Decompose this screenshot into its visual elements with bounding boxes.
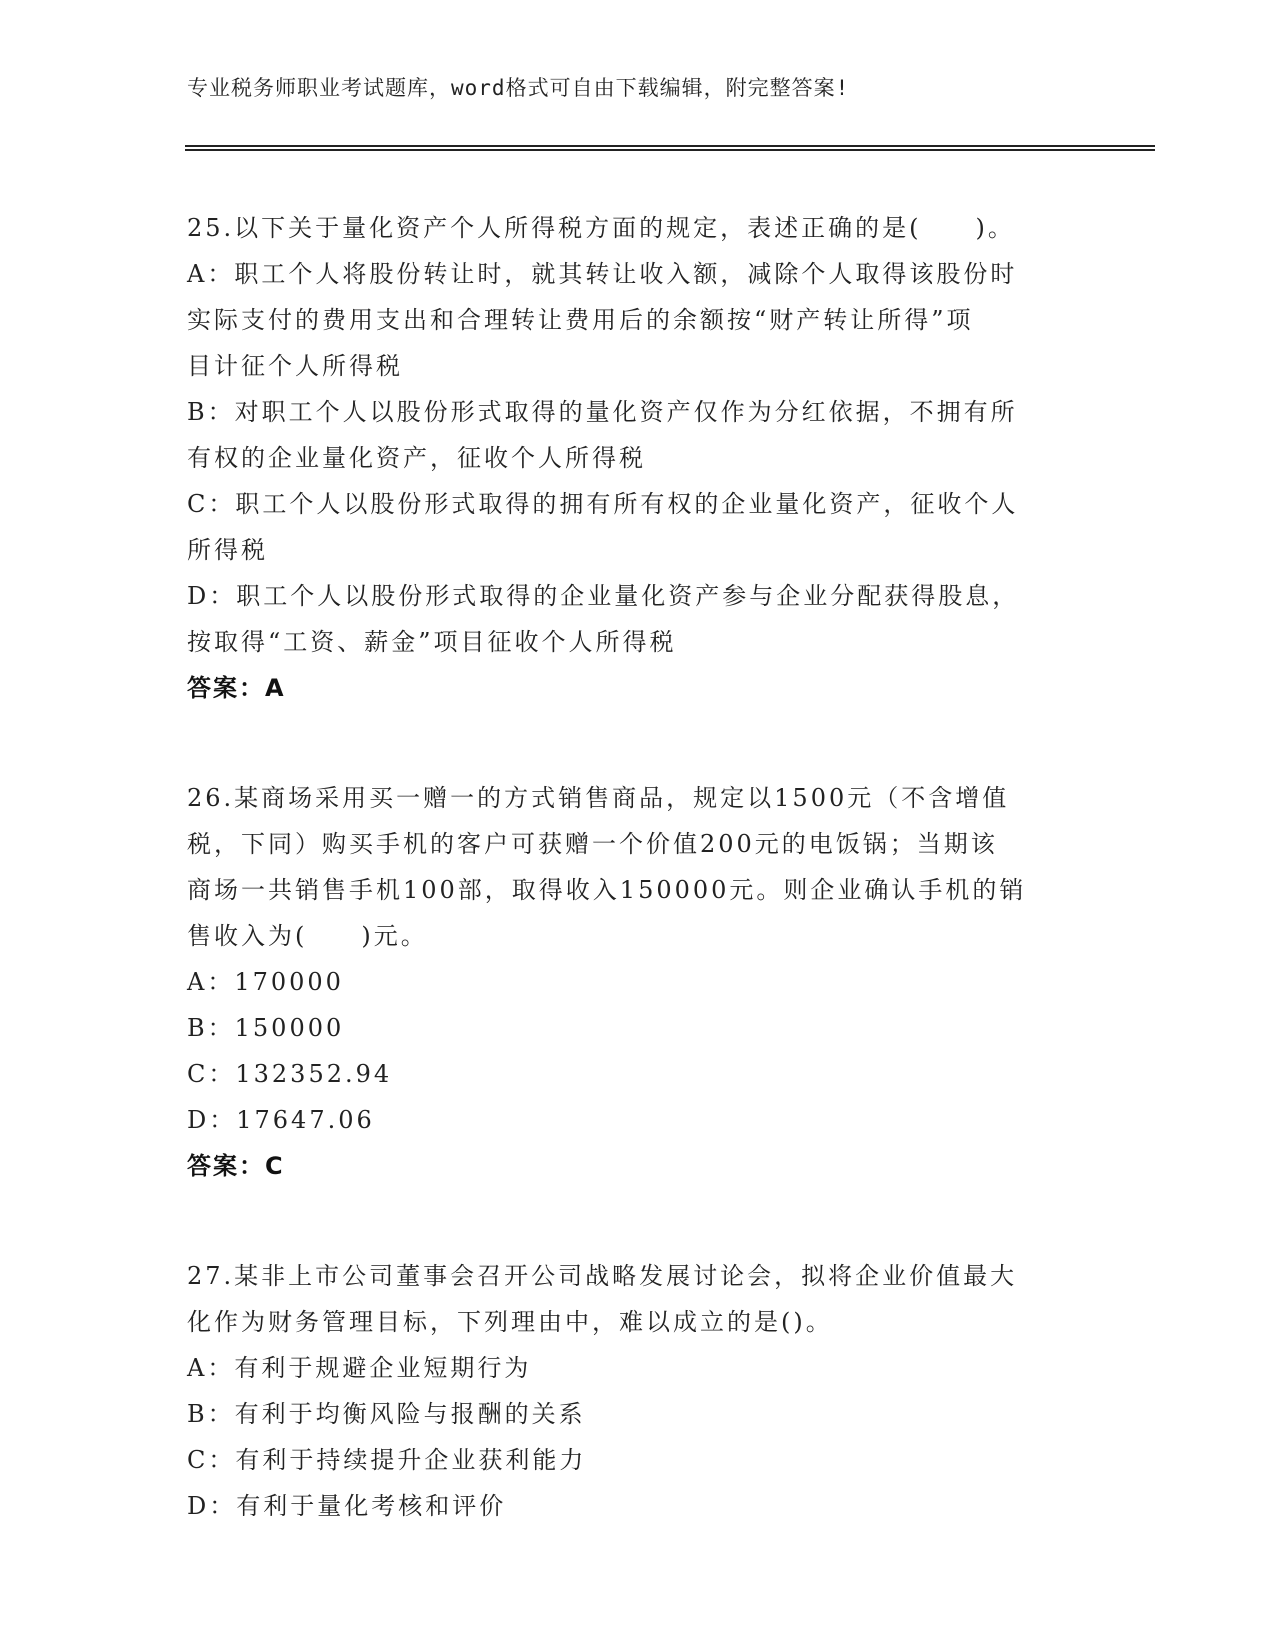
option-a-line: A：170000 (187, 968, 344, 996)
answer-label: 答案：A (187, 674, 286, 702)
question-stem: 27.某非上市公司董事会召开公司战略发展讨论会，拟将企业价值最大 (187, 1262, 1018, 1290)
option-b-line: B：有利于均衡风险与报酬的关系 (187, 1400, 586, 1428)
option-d-line: D：有利于量化考核和评价 (187, 1492, 507, 1520)
answer-label: 答案：C (187, 1152, 285, 1180)
option-c-line: 所得税 (187, 536, 268, 564)
option-a-line: 实际支付的费用支出和合理转让费用后的余额按“财产转让所得”项 (187, 306, 974, 334)
question-26 (187, 775, 1067, 1189)
option-d-line: D：职工个人以股份形式取得的企业量化资产参与企业分配获得股息， (187, 582, 1020, 610)
option-a-line: A：职工个人将股份转让时，就其转让收入额，减除个人取得该股份时 (187, 260, 1018, 288)
option-b-line: 有权的企业量化资产，征收个人所得税 (187, 444, 646, 472)
option-b-line: B：对职工个人以股份形式取得的量化资产仅作为分红依据，不拥有所 (187, 398, 1018, 426)
option-d-line: D：17647.06 (187, 1106, 375, 1134)
option-c-line: C：职工个人以股份形式取得的拥有所有权的企业量化资产，征收个人 (187, 490, 1019, 518)
question-stem: 商场一共销售手机100部，取得收入150000元。则企业确认手机的销 (187, 876, 1027, 904)
option-a-line: 目计征个人所得税 (187, 352, 403, 380)
header-divider (185, 145, 1155, 151)
question-stem: 26.某商场采用买一赠一的方式销售商品，规定以1500元（不含增值 (187, 784, 1010, 812)
option-b-line: B：150000 (187, 1014, 345, 1042)
option-a-line: A：有利于规避企业短期行为 (187, 1354, 532, 1382)
option-c-line: C：132352.94 (187, 1060, 393, 1088)
question-27 (187, 1253, 1067, 1529)
page-header: 专业税务师职业考试题库，word格式可自由下载编辑，附完整答案! (187, 76, 850, 100)
question-stem: 25.以下关于量化资产个人所得税方面的规定，表述正确的是( )。 (187, 214, 1015, 242)
option-d-line: 按取得“工资、薪金”项目征收个人所得税 (187, 628, 677, 656)
question-25 (187, 205, 1067, 711)
question-stem: 税，下同）购买手机的客户可获赠一个价值200元的电饭锅；当期该 (187, 830, 998, 858)
option-c-line: C：有利于持续提升企业获利能力 (187, 1446, 587, 1474)
question-stem: 化作为财务管理目标，下列理由中，难以成立的是()。 (187, 1308, 833, 1336)
question-stem: 售收入为( )元。 (187, 922, 428, 950)
question-list (187, 205, 1067, 1593)
